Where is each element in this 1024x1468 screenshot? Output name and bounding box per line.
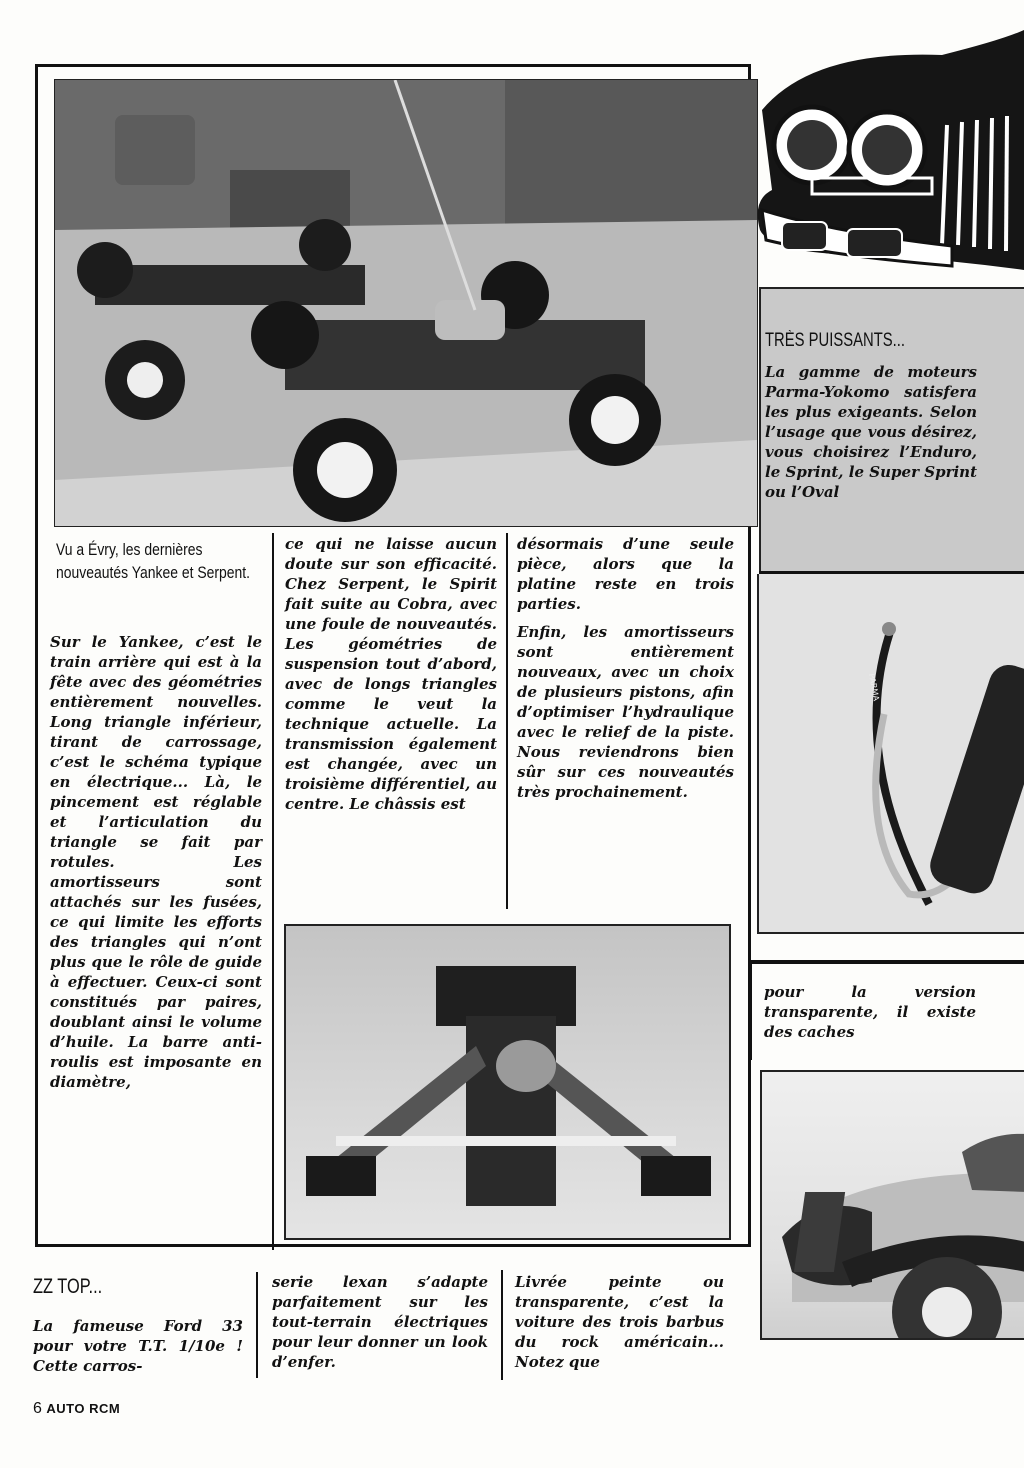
magazine-name: AUTO RCM xyxy=(46,1401,121,1416)
column-divider xyxy=(501,1270,503,1380)
frame-bottom-rule xyxy=(35,1244,751,1247)
sidebar-heading: TRÈS PUISSANTS... xyxy=(765,330,905,351)
article-column-3-text-2: Enfin, les amortisseurs sont entièrement nouveaux, avec un choix de plusieurs pistons, afin d’optimiser l’hydraulique avec le relief de la piste. Nous reviendrons bien sûr sur ces nouveautés très prochainement. xyxy=(517,623,734,801)
zztop-column-2: serie lexan s’adapte parfaitement sur les tout-terrain électriques pour leur donner un look d’enfer. xyxy=(272,1273,488,1371)
article-column-1 xyxy=(50,632,262,1100)
page-footer xyxy=(33,1400,120,1418)
article-column-1-text: Sur le Yankee, c’est le train arrière qui est à la fête avec des géométries entièrement nouvelles. Long triangle inférieur, tirant de carrossage, c’est le schéma typique en électrique... Là, le pincement est réglable et l’articulation du triangle se fait par rotules. Les amortisseurs sont attachés sur les fusées, ce qui limite les efforts des triangles qui n’ont plus que le rôle de guide à effectuer. Ceux-ci sont constitués par paires, doublant ainsi le volume d’huile. La barre anti-roulis est imposante en diamètre, xyxy=(50,633,262,1091)
article-column-2-text: ce qui ne laisse aucun doute sur son efficacité. Chez Serpent, le Spirit fait suite au Cobra, avec une foule de nouveautés. Les géométries de suspension tout d’abord, avec de longs triangles comme le veut la technique actuelle. La transmission également est changée, avec un troisième différentiel, au centre. Le châssis est xyxy=(285,535,497,813)
ford-33-photo xyxy=(760,1070,1024,1340)
rc-cars-photo xyxy=(54,79,758,527)
column-divider xyxy=(272,533,274,1250)
zztop-column-3: Livrée peinte ou transparente, c’est la voiture des trois barbus du rock américain... Notez que xyxy=(515,1273,724,1371)
article-column-3-text-1: désormais d’une seule pièce, alors que la platine reste en trois parties. xyxy=(517,535,734,613)
column-divider xyxy=(256,1272,258,1378)
photo-caption: Vu a Évry, les dernières nouveautés Yankee et Serpent. xyxy=(56,540,251,582)
zztop-heading: ZZ TOP... xyxy=(33,1275,103,1298)
article-column-3 xyxy=(517,534,734,810)
motor-photo xyxy=(757,574,1024,934)
sidebar-text: La gamme de moteurs Parma-Yokomo satisfera les plus exigeants. Selon l’usage que vous désirez, vous choisirez l’Enduro, le Sprint, le Super Sprint ou l’Oval xyxy=(765,363,977,501)
column-divider xyxy=(506,533,508,909)
wire-label: PARMA xyxy=(867,672,881,702)
page-number: 6 xyxy=(33,1400,42,1417)
continuation-text: pour la version transparente, il existe des caches xyxy=(764,983,976,1041)
article-column-2 xyxy=(285,534,497,822)
zztop-column-1: La fameuse Ford 33 pour votre T.T. 1/10e ! Cette carros- xyxy=(33,1317,243,1375)
classic-car-illustration xyxy=(752,10,1024,280)
chassis-photo xyxy=(284,924,731,1240)
